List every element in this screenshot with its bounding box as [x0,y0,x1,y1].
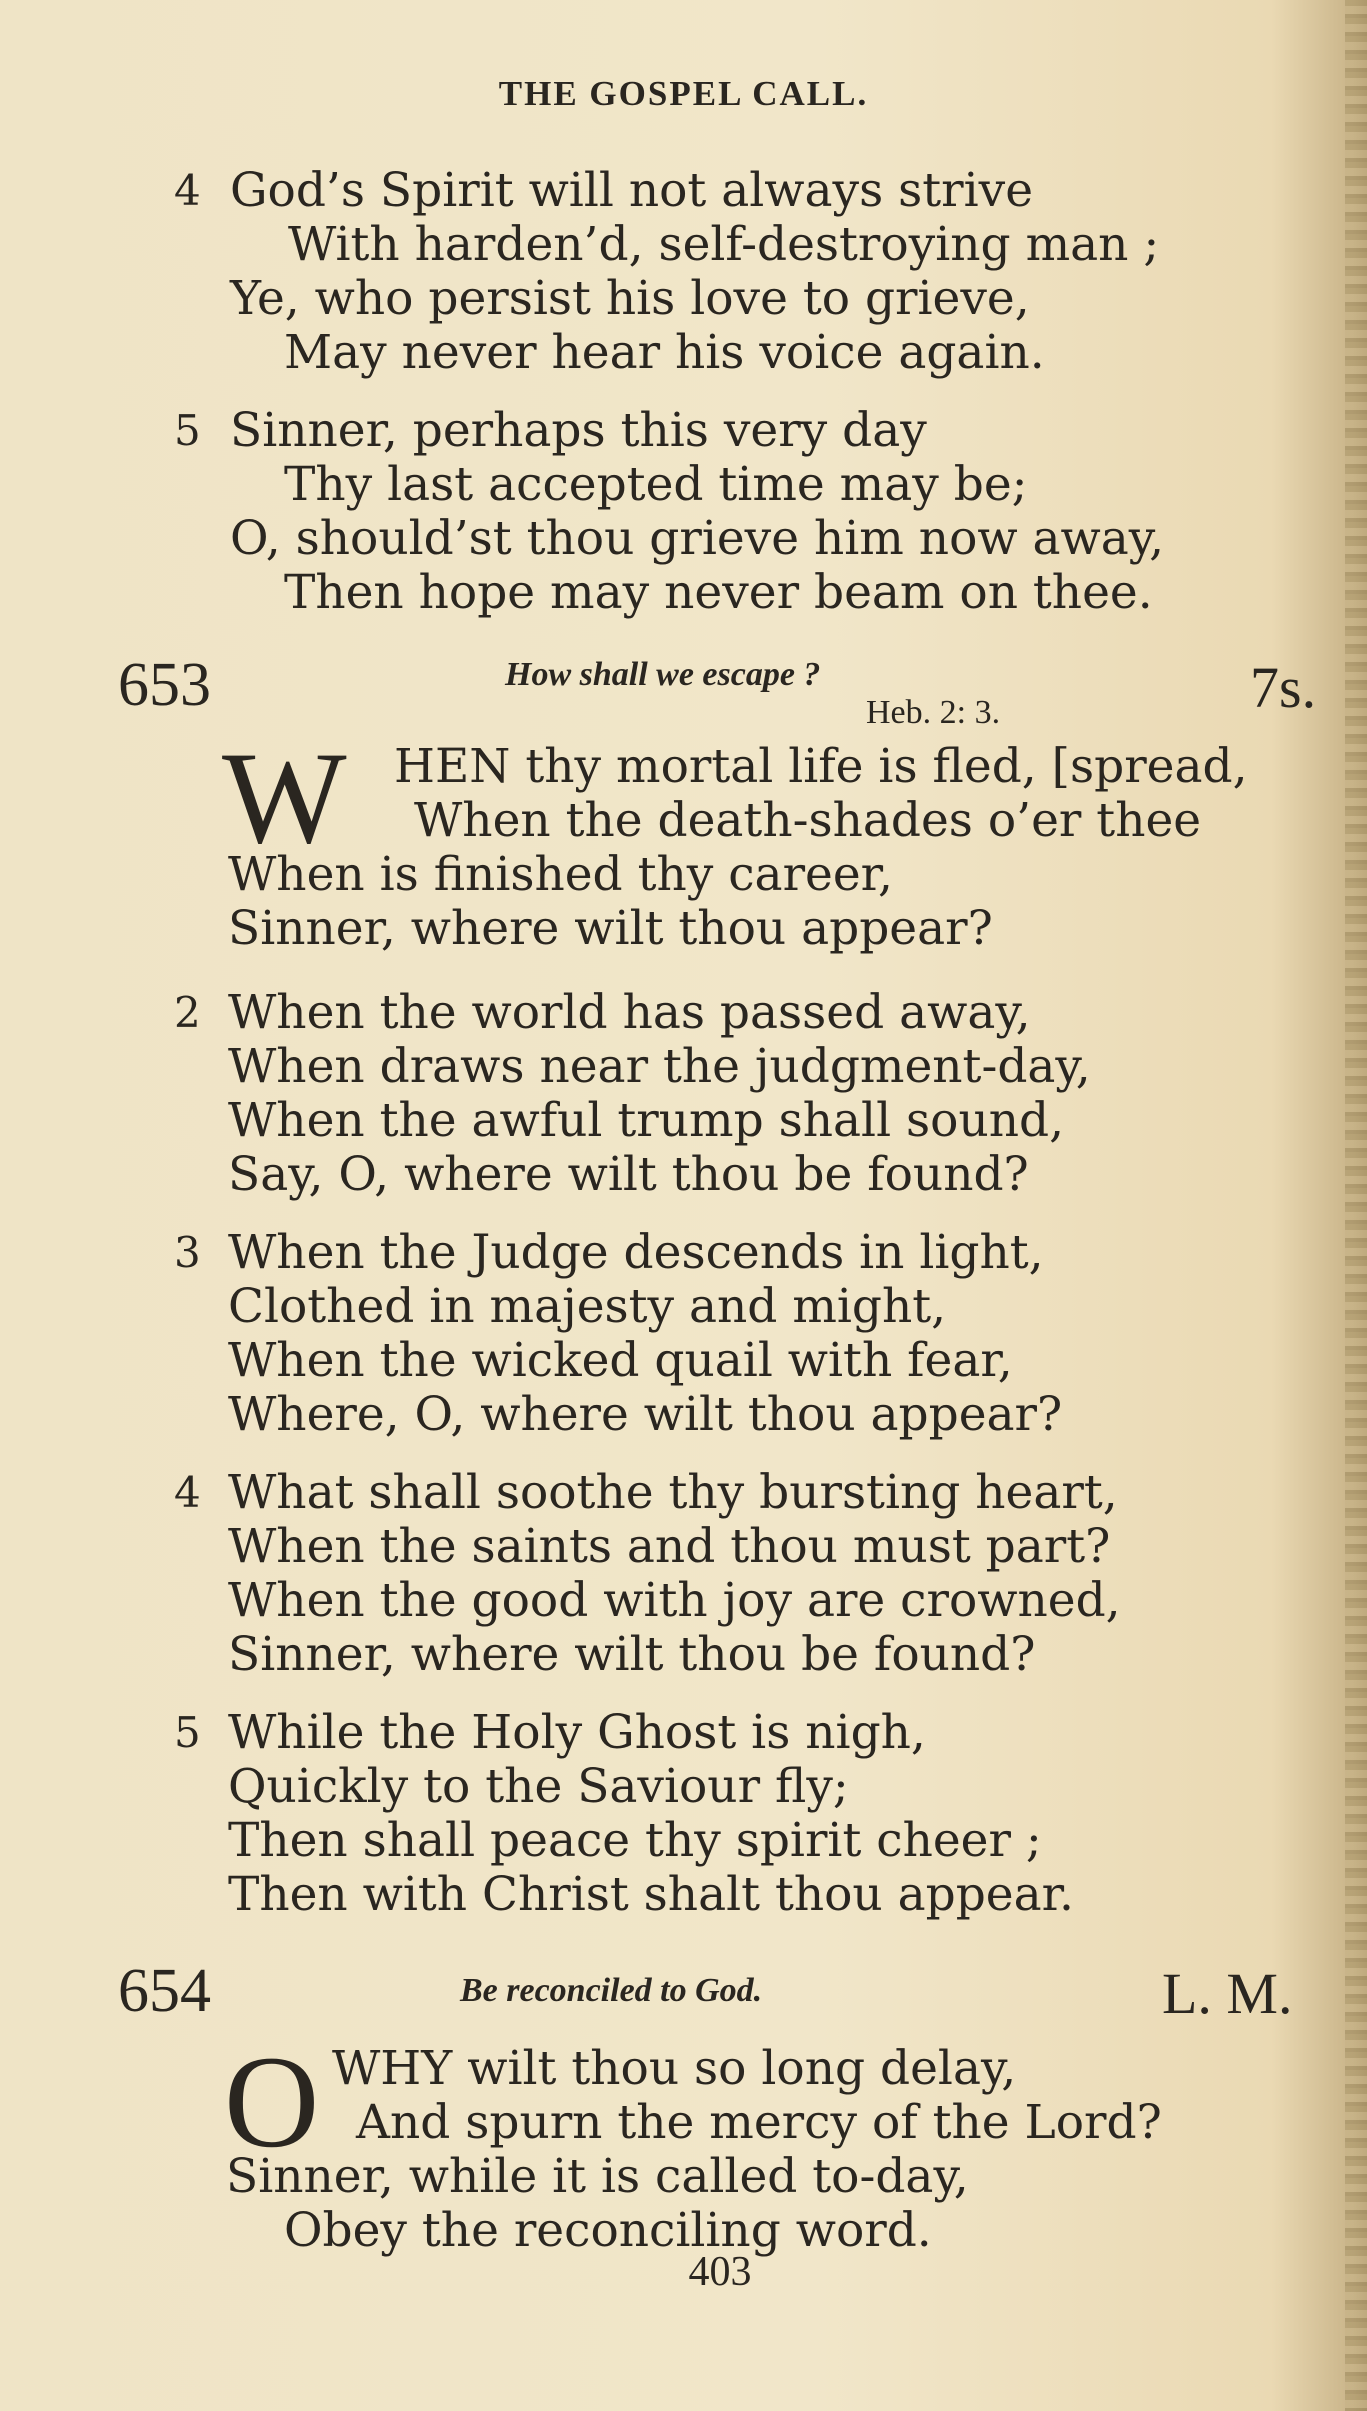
verse-line: When the world has passed away, [228,985,1031,1040]
verse-number: 4 [174,1468,201,1517]
drop-cap: W [222,724,347,871]
verse-line: Sinner, while it is called to-day, [226,2149,969,2204]
verse-line: Then with Christ shalt thou appear. [228,1867,1074,1922]
verse-line: Quickly to the Saviour fly; [228,1759,849,1814]
verse-line: Then hope may never beam on thee. [284,565,1153,620]
verse-number: 4 [174,166,201,215]
verse-line: O, should’st thou grieve him now away, [230,511,1165,566]
verse-line: When the Judge descends in light, [228,1225,1044,1280]
hymn-number: 653 [118,651,211,719]
verse-line: With harden’d, self-destroying man ; [288,217,1160,272]
verse-line: Say, O, where wilt thou be found? [228,1147,1029,1202]
verse-line: When the saints and thou must part? [228,1519,1111,1574]
verse-line: What shall soothe thy bursting heart, [228,1465,1118,1520]
verse-number: 2 [174,988,201,1037]
verse-number: 5 [174,406,201,455]
page-edge [1345,0,1367,2411]
verse-line: When the death-shades o’er thee [414,793,1202,848]
verse-line: When is finished thy career, [228,847,893,902]
hymn-title: How shall we escape ? [505,656,821,693]
verse-line: Sinner, where wilt thou be found? [228,1627,1036,1682]
verse-line: Sinner, where wilt thou appear? [228,901,993,956]
verse-line: When the awful trump shall sound, [228,1093,1065,1148]
page-number: 403 [688,2249,752,2295]
verse-number: 5 [174,1708,201,1757]
verse-line: God’s Spirit will not always strive [230,163,1034,218]
verse-line: Then shall peace thy spirit cheer ; [228,1813,1042,1868]
hymn-meter: 7s. [1250,655,1317,720]
scripture-reference: Heb. 2: 3. [866,694,1001,731]
verse-line: And spurn the mercy of the Lord? [356,2095,1162,2150]
drop-cap: O [224,2028,320,2175]
verse-line: When draws near the judgment-day, [228,1039,1091,1094]
verse-line: Thy last accepted time may be; [284,457,1028,512]
verse-line: Where, O, where wilt thou appear? [228,1387,1063,1442]
verse-line: Obey the reconciling word. [284,2203,932,2258]
verse-line: Clothed in majesty and might, [228,1279,947,1334]
hymn-meter: L. M. [1162,1961,1293,2026]
hymn-number: 654 [118,1957,211,2025]
verse-line: May never hear his voice again. [284,325,1045,380]
verse-line: When the good with joy are crowned, [228,1573,1121,1628]
hymn-title: Be reconciled to God. [460,1972,763,2009]
verse-line: When the wicked quail with fear, [228,1333,1013,1388]
running-header: THE GOSPEL CALL. [498,74,869,113]
verse-line: While the Holy Ghost is nigh, [228,1705,926,1760]
verse-line: Ye, who persist his love to grieve, [230,271,1030,326]
verse-line: Sinner, perhaps this very day [230,403,927,458]
verse-line: HEN thy mortal life is fled, [spread, [394,739,1248,794]
verse-number: 3 [174,1228,201,1277]
verse-line: WHY wilt thou so long delay, [332,2041,1017,2096]
